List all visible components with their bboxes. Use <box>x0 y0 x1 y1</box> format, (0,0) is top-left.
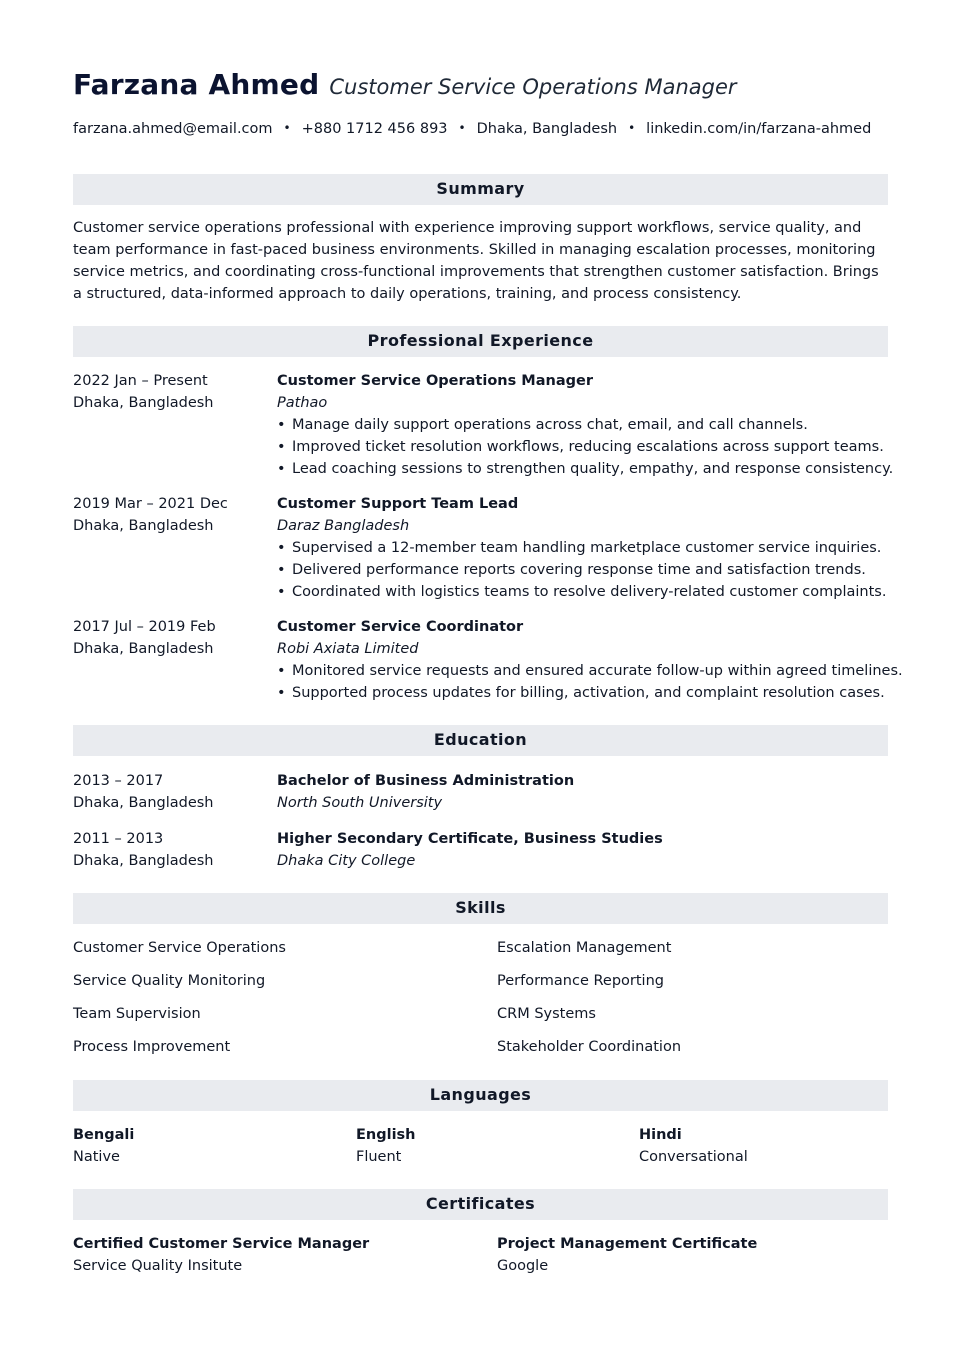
certificate-issuer: Google <box>497 1258 549 1274</box>
certificate-name: Certified Customer Service Manager <box>73 1236 370 1252</box>
education-school: Dhaka City College <box>277 853 416 869</box>
candidate-title: Customer Service Operations Manager <box>329 75 737 99</box>
experience-bullets <box>277 414 892 480</box>
contact-location: Dhaka, Bangladesh <box>476 121 618 137</box>
skill-item: Process Improvement <box>73 1039 231 1055</box>
experience-company: Robi Axiata Limited <box>277 641 419 657</box>
certificate-issuer: Service Quality Insitute <box>73 1258 243 1274</box>
skill-item: Stakeholder Coordination <box>497 1039 682 1055</box>
language-name: Bengali <box>73 1127 135 1143</box>
education-school: North South University <box>277 795 443 811</box>
experience-role: Customer Service Operations Manager <box>277 373 593 389</box>
experience-bullet: • Supervised a 12-member team handling marketplace customer service inquiries. <box>277 537 892 559</box>
experience-dates: 2017 Jul – 2019 Feb <box>73 619 216 635</box>
language-item <box>356 1124 416 1168</box>
education-degree: Bachelor of Business Administration <box>277 773 575 789</box>
skill-item: Escalation Management <box>497 940 672 956</box>
education-location: Dhaka, Bangladesh <box>73 853 214 869</box>
experience-location: Dhaka, Bangladesh <box>73 641 214 657</box>
experience-role: Customer Support Team Lead <box>277 496 519 512</box>
skill-item: Performance Reporting <box>497 973 664 989</box>
experience-company: Daraz Bangladesh <box>277 518 410 534</box>
experience-company: Pathao <box>277 395 328 411</box>
language-level: Fluent <box>356 1149 402 1165</box>
section-heading-languages: Languages <box>73 1080 888 1111</box>
section-heading-summary: Summary <box>73 174 888 205</box>
summary-text: Customer service operations professional with experience improving support workflows, service quality, and team performance in fast-paced business environments. Skilled in managing escalation processes, monitoring service metrics, and coordinating cross-functional improvements that strengthen customer satisfaction. Brings a structured, data-informed approach to daily operations, training, and process consistency. <box>73 220 879 302</box>
experience-bullet: • Improved ticket resolution workflows, reducing escalations across support teams. <box>277 436 892 458</box>
experience-location: Dhaka, Bangladesh <box>73 518 214 534</box>
language-level: Conversational <box>639 1149 748 1165</box>
education-dates: 2011 – 2013 <box>73 831 164 847</box>
contact-line <box>73 121 871 137</box>
separator-dot: • <box>458 121 466 135</box>
certificate-item <box>497 1233 757 1277</box>
experience-bullet: • Delivered performance reports covering response time and satisfaction trends. <box>277 559 892 581</box>
contact-linkedin[interactable]: linkedin.com/in/farzana-ahmed <box>646 121 872 137</box>
education-dates: 2013 – 2017 <box>73 773 164 789</box>
separator-dot: • <box>283 121 291 135</box>
contact-phone: +880 1712 456 893 <box>301 121 448 137</box>
experience-bullet: • Coordinated with logistics teams to resolve delivery-related customer complaints. <box>277 581 892 603</box>
language-name: Hindi <box>639 1127 682 1143</box>
experience-bullets <box>277 660 903 704</box>
education-location: Dhaka, Bangladesh <box>73 795 214 811</box>
section-heading-skills: Skills <box>73 893 888 924</box>
separator-dot: • <box>628 121 636 135</box>
skill-item: Team Supervision <box>73 1006 201 1022</box>
skill-item: Service Quality Monitoring <box>73 973 266 989</box>
certificate-name: Project Management Certificate <box>497 1236 758 1252</box>
candidate-name: Farzana Ahmed <box>73 68 320 101</box>
experience-dates: 2019 Mar – 2021 Dec <box>73 496 228 512</box>
language-item <box>639 1124 748 1168</box>
language-item <box>73 1124 134 1168</box>
experience-bullet: • Monitored service requests and ensured accurate follow-up within agreed timelines. <box>277 660 892 682</box>
experience-bullet: • Supported process updates for billing, activation, and complaint resolution cases. <box>277 682 892 704</box>
certificate-item <box>73 1233 369 1277</box>
experience-location: Dhaka, Bangladesh <box>73 395 214 411</box>
section-heading-education: Education <box>73 725 888 756</box>
skill-item: CRM Systems <box>497 1006 596 1022</box>
experience-bullet: • Lead coaching sessions to strengthen quality, empathy, and response consistency. <box>277 458 892 480</box>
language-level: Native <box>73 1149 120 1165</box>
section-heading-experience: Professional Experience <box>73 326 888 357</box>
education-degree: Higher Secondary Certificate, Business Studies <box>277 831 663 847</box>
language-name: English <box>356 1127 416 1143</box>
contact-email[interactable]: farzana.ahmed@email.com <box>73 121 273 137</box>
experience-bullet: • Manage daily support operations across chat, email, and call channels. <box>277 414 892 436</box>
section-heading-certificates: Certificates <box>73 1189 888 1220</box>
skill-item: Customer Service Operations <box>73 940 286 956</box>
experience-dates: 2022 Jan – Present <box>73 373 208 389</box>
experience-bullets <box>277 537 892 603</box>
experience-role: Customer Service Coordinator <box>277 619 524 635</box>
resume-header <box>73 68 737 101</box>
